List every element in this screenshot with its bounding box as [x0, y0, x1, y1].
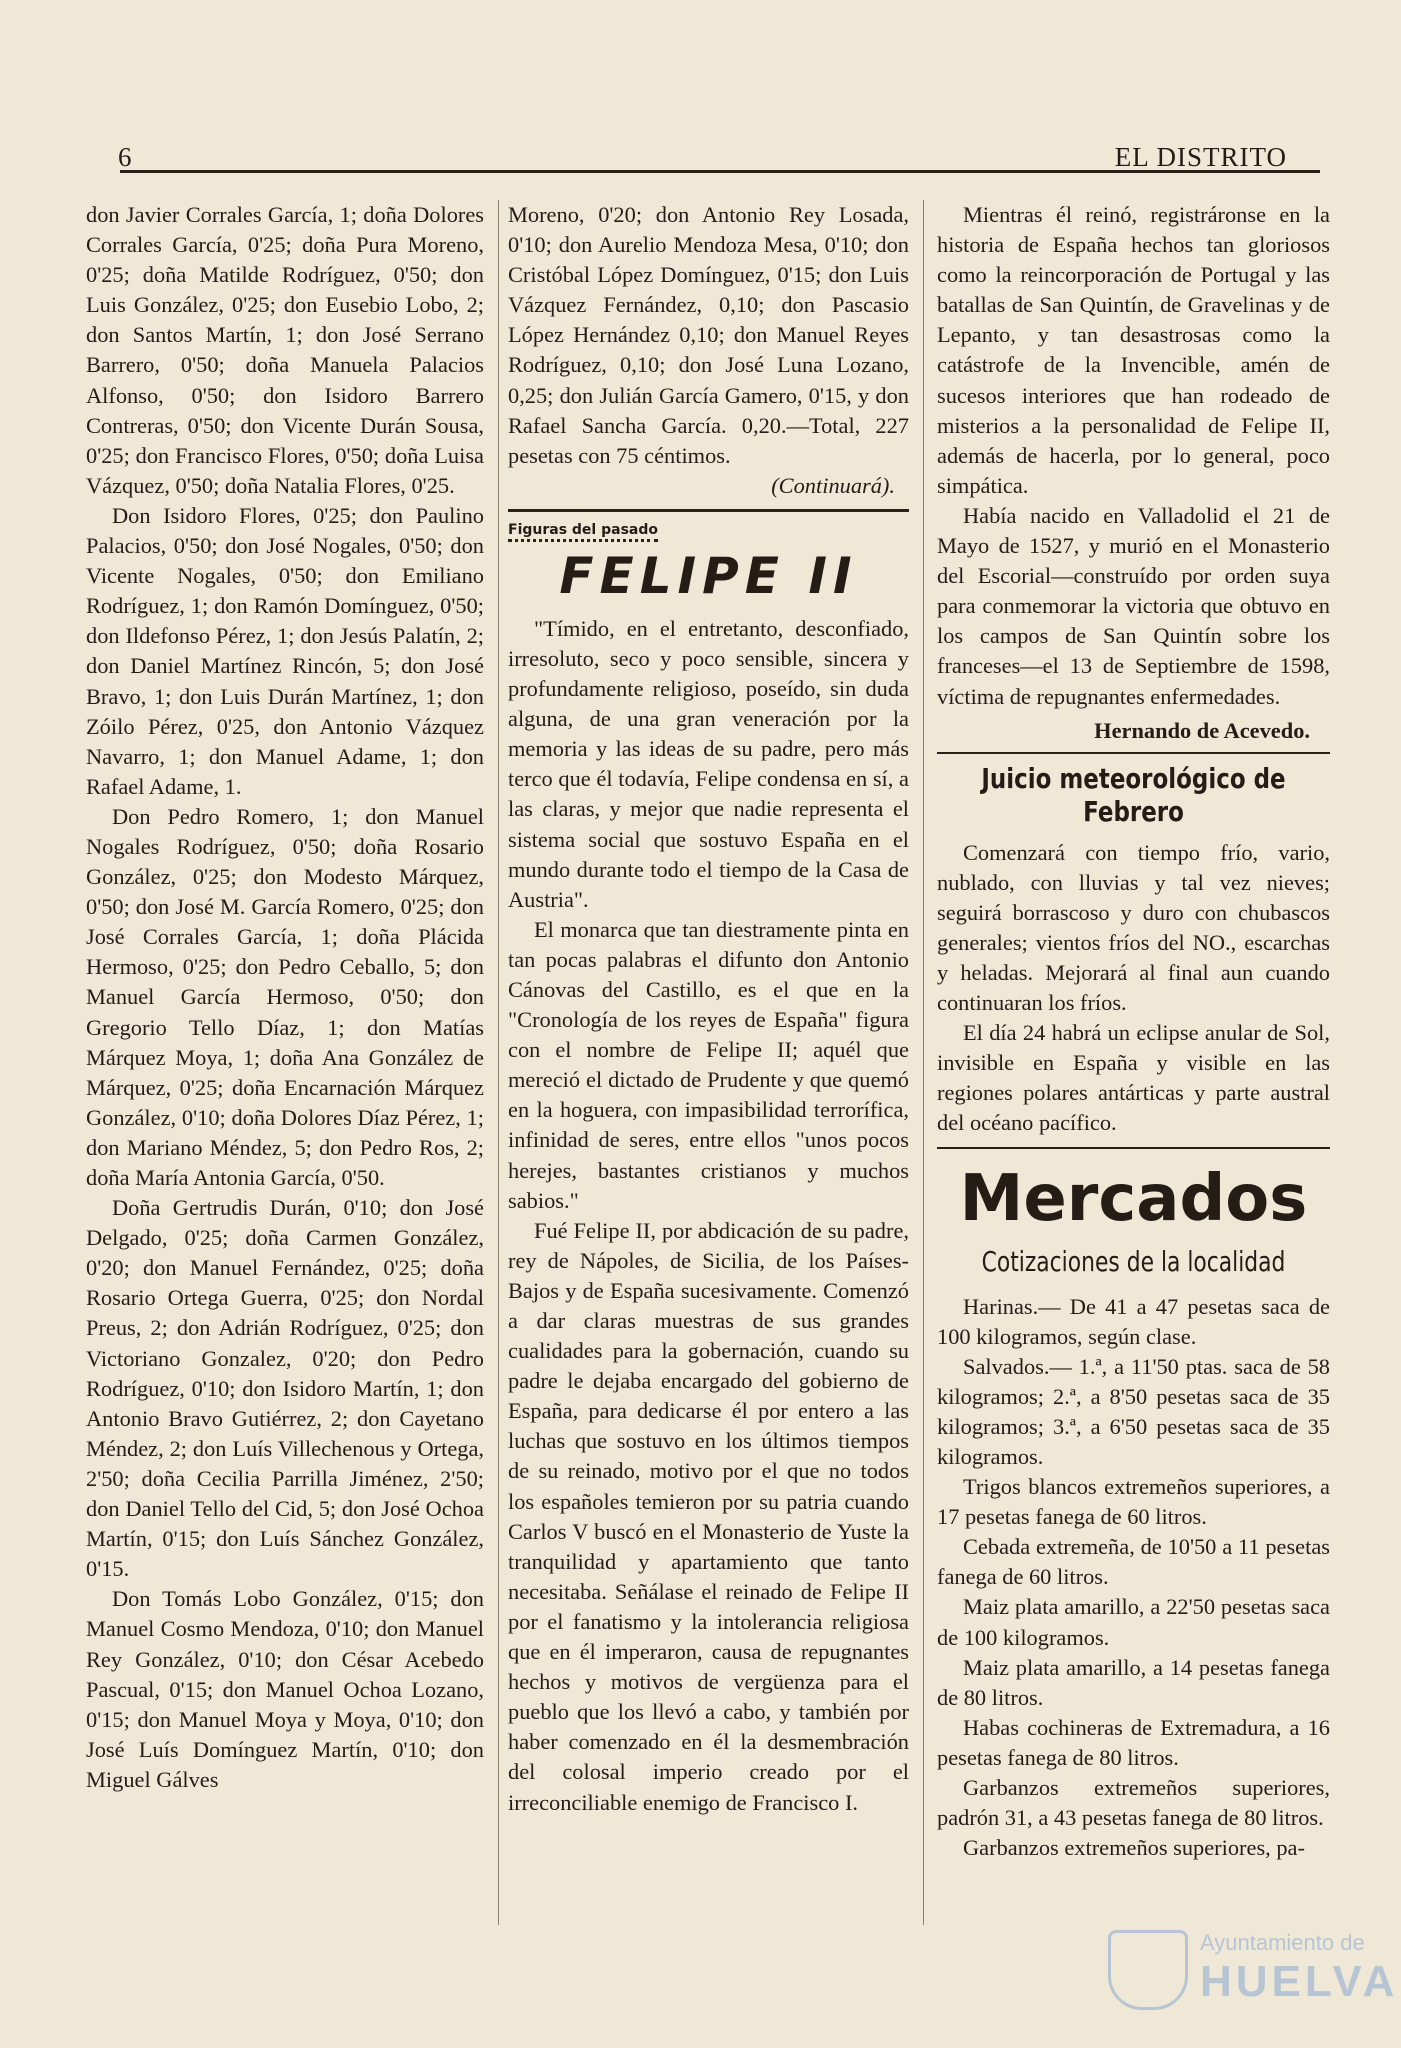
weather-paragraph: El día 24 habrá un eclipse anular de Sol, invisible en España y visible en las regiones polares antárticas y parte austral del océano pacífico.	[937, 1020, 1330, 1136]
donation-paragraph: Don Tomás Lobo González, 0'15; don Manuel Cosmo Mendoza, 0'10; don Manuel Rey González, 0'10; don César Acebedo Pascual, 0'15; don Manuel Ochoa Lozano, 0'15; don Manuel Moya y Moya, 0'10; don José Luís Domínguez Martín, 0'10; don Miguel Gálves	[86, 1586, 484, 1792]
donation-paragraph: Don Pedro Romero, 1; don Manuel Nogales Rodríguez, 0'50; doña Rosario González, 0'25; don Modesto Márquez, 0'50; don José M. García Romero, 0'25; don José Corrales García, 1; doña Plácida Hermoso, 0'25; don Pedro Ceballo, 5; don Manuel García Hermoso, 0'50; don Gregorio Tello Díaz, 1; don Matías Márquez Moya, 1; doña Ana González de Márquez, 0'25; doña Encarnación Márquez González, 0'10; doña Dolores Díaz Pérez, 1; don Mariano Méndez, 5; don Pedro Ros, 2; doña María Antonia García, 0'50.	[86, 803, 484, 1190]
weather-title: Juicio meteorológico de Febrero	[981, 761, 1286, 828]
page-header	[118, 142, 1321, 172]
column-divider	[498, 200, 499, 1925]
article-paragraph: "Tímido, en el entretanto, desconfiado, irresoluto, seco y poco sensible, sincera y profundamente religioso, poseído, sin duda alguna, de una gran veneración por la memoria y las ideas de su padre, pero más terco que él todavía, Felipe condensa en sí, a las claras, y mejor que nadie representa el sistema social que sostuvo España en el mundo durante todo el tiempo de la Casa de Austria".	[508, 615, 909, 912]
right-column	[937, 200, 1330, 1863]
header-rule	[120, 170, 1320, 173]
market-item: Habas cochineras de Extremadura, a 16 pesetas fanega de 80 litros.	[937, 1714, 1330, 1770]
article-paragraph: El monarca que tan diestramente pinta en tan pocas palabras el difunto don Antonio Cánovas del Castillo, es el que en la "Cronología de los reyes de España" figura con el nombre de Felipe II; aquél que mereció el dictado de Prudente y que quemó en la hoguera, con impasibilidad terrorífica, infinidad de seres, entre ellos "unos pocos herejes, bastantes cristianos y muchos sabios."	[508, 916, 909, 1213]
article-paragraph: Había nacido en Valladolid el 21 de Mayo de 1527, y murió en el Monasterio del Escorial—construído por orden suya para conmemorar la victoria que obtuvo en los campos de San Quintín sobre los franceses—el 13 de Septiembre de 1598, víctima de repugnantes enfermedades.	[937, 502, 1330, 709]
article-paragraph: Fué Felipe II, por abdicación de su padre, rey de Nápoles, de Sicilia, de los Países-Bajos y de España sucesivamente. Comenzó a dar claras muestras de sus grandes cualidades para la gobernación, cuando su padre le dejaba encargado del gobierno de España, para dedicarse él por entero a las luchas que sostuvo en los últimos tiempos de su reinado, motivo por el que no todos los españoles temieron por su patria cuando Carlos V buscó en el Monasterio de Yuste la tranquilidad y apartamiento que tanto necesitaba. Señálase el reinado de Felipe II por el fanatismo y la intolerancia religiosa que en él imperaron, causa de repugnantes hechos y motivos de vergüenza para el pueblo que los llevó a cabo, y también por haber comenzado en él la desmembración del colosal imperio creado por el irreconciliable enemigo de Francisco I.	[508, 1217, 909, 1815]
weather-paragraph: Comenzará con tiempo frío, vario, nublado, con lluvias y tal vez nieves; seguirá borrascoso y duro con chubascos generales; vientos fríos del NO., escarchas y heladas. Mejorará al final aun cuando continuaran los fríos.	[937, 839, 1330, 1016]
watermark-line1: Ayuntamiento de	[1200, 1930, 1365, 1955]
market-item: Cebada extremeña, de 10'50 a 11 pesetas fanega de 60 litros.	[937, 1534, 1330, 1590]
archive-watermark	[1108, 1930, 1399, 2010]
donation-paragraph: Don Isidoro Flores, 0'25; don Paulino Palacios, 0'50; don José Nogales, 0'50; don Vicente Nogales, 0'50; don Emiliano Rodríguez, 1; don Ramón Domínguez, 0'50; don Ildefonso Pérez, 1; don Jesús Palatín, 2; don Daniel Martínez Rincón, 5; don José Bravo, 1; don Luis Durán Martínez, 1; don Zóilo Pérez, 0'25, don Antonio Vázquez Navarro, 1; don Manuel Adame, 1; don Rafael Adame, 1.	[86, 502, 484, 799]
watermark-line2: HUELVA	[1200, 1957, 1399, 2006]
market-item: Maiz plata amarillo, a 22'50 pesetas saca de 100 kilogramos.	[937, 1594, 1330, 1650]
market-item: Garbanzos extremeños superiores, padrón 31, a 43 pesetas fanega de 80 litros.	[937, 1775, 1330, 1831]
market-item: Maiz plata amarillo, a 14 pesetas fanega de 80 litros.	[937, 1654, 1330, 1710]
section-rule	[937, 752, 1330, 754]
markets-title: Mercados	[959, 1161, 1308, 1236]
newspaper-name: EL DISTRITO	[1114, 142, 1287, 172]
section-kicker: Figuras del pasado	[508, 522, 658, 542]
market-item: Garbanzos extremeños superiores, pa-	[963, 1835, 1305, 1861]
market-item: Salvados.— 1.ª, a 11'50 ptas. saca de 58 kilogramos; 2.ª, a 8'50 pesetas saca de 35 kilogramos; 3.ª, a 6'50 pesetas saca de 35 kilogramos.	[937, 1353, 1330, 1469]
continued-note: (Continuará).	[771, 472, 895, 498]
page-number: 6	[118, 142, 132, 172]
markets-subtitle: Cotizaciones de la localidad	[981, 1244, 1286, 1278]
market-item: Harinas.— De 41 a 47 pesetas saca de 100 kilogramos, según clase.	[937, 1293, 1330, 1349]
shield-icon	[1108, 1930, 1188, 2010]
felipe-column	[508, 200, 909, 1818]
section-rule	[937, 1147, 1330, 1149]
market-item: Trigos blancos extremeños superiores, a 17 pesetas fanega de 60 litros.	[937, 1474, 1330, 1530]
article-title: FELIPE II	[559, 546, 858, 605]
donation-paragraph: Doña Gertrudis Durán, 0'10; don José Delgado, 0'25; doña Carmen González, 0'20; don Manuel Fernández, 0'25; doña Rosario Ortega Guerra, 0'25; don Nordal Preus, 2; don Adrián Rodríguez, 0'25; don Victoriano Gonzalez, 0'20; don Pedro Rodríguez, 0'10; don Isidoro Martín, 1; don Antonio Bravo Gutiérrez, 2; don Cayetano Méndez, 2; don Luís Villechenous y Ortega, 2'50; doña Cecilia Parrilla Jiménez, 2'50; don Daniel Tello del Cid, 5; don José Ochoa Martín, 0'15; don Luís Sánchez González, 0'15.	[86, 1195, 484, 1582]
article-paragraph: Mientras él reinó, registráronse en la historia de España hechos tan gloriosos como la reincorporación de Portugal y las batallas de San Quintín, de Gravelinas y de Lepanto, y tan desastrosas como la catástrofe de la Invencible, amén de sucesos interiores que han rodeado de misterios a la personalidad de Felipe II, además de hacerla, por lo general, poco simpática.	[937, 202, 1330, 498]
donations-column	[86, 200, 484, 1795]
donation-paragraph: Moreno, 0'20; don Antonio Rey Losada, 0'10; don Aurelio Mendoza Mesa, 0'10; don Cristóbal López Domínguez, 0'15; don Luis Vázquez Fernández, 0,10; don Pascasio López Hernández 0,10; don Manuel Reyes Rodríguez, 0,10; don José Luna Lozano, 0,25; don Julián García Gamero, 0'15, y don Rafael Sancha García. 0,20.—Total, 227 pesetas con 75 céntimos.	[508, 202, 909, 468]
donation-paragraph: don Javier Corrales García, 1; doña Dolores Corrales García, 0'25; doña Pura Moreno, 0'25; doña Matilde Rodríguez, 0'50; don Luis González, 0'25; don Eusebio Lobo, 2; don Santos Martín, 1; don José Serrano Barrero, 0'50; doña Manuela Palacios Alfonso, 0'50; don Isidoro Barrero Contreras, 0'50; don Vicente Durán Sousa, 0'25; don Francisco Flores, 0'50; doña Luisa Vázquez, 0'50; doña Natalia Flores, 0'25.	[86, 202, 484, 498]
section-rule	[508, 509, 909, 512]
column-divider	[923, 200, 924, 1925]
author-signature: Hernando de Acevedo.	[1094, 717, 1310, 743]
